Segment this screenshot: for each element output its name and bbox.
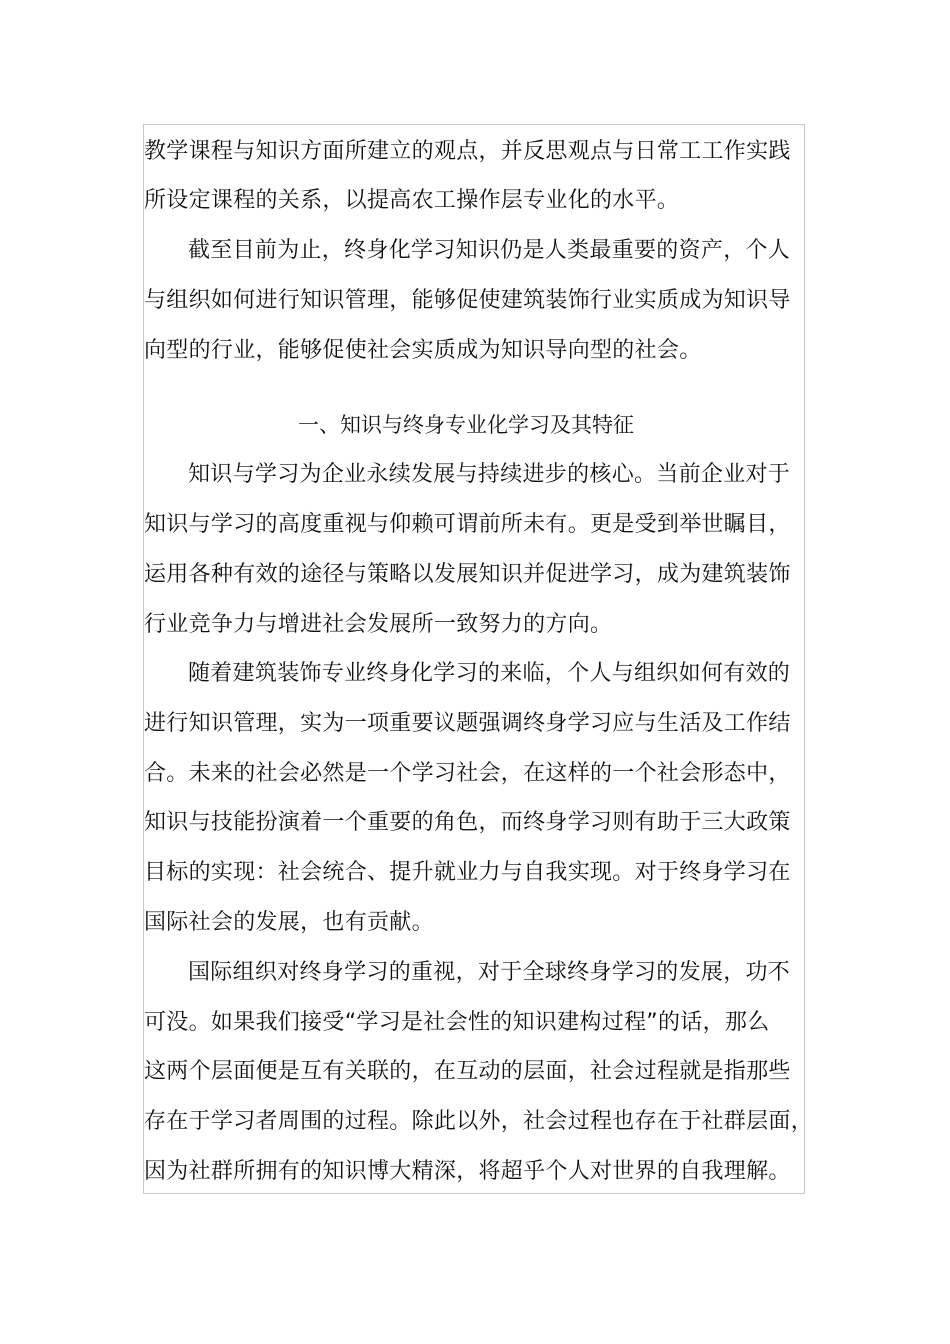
paragraph-first-line: 知识与学习为企业永续发展与持续进步的核心。当前企业对于 [188, 462, 791, 487]
paragraph-first-line: 国际组织对终身学习的重视，对于全球终身学习的发展，功不 [188, 960, 791, 985]
body-line: 这两个层面便是互有关联的，在互动的层面，社会过程就是指那些 [144, 1059, 791, 1084]
body-line: 知识与技能扮演着一个重要的角色，而终身学习则有助于三大政策 [144, 810, 791, 835]
body-line: 合。未来的社会必然是一个学习社会，在这样的一个社会形态中， [144, 761, 791, 786]
body-line: 运用各种有效的途径与策略以发展知识并促进学习，成为建筑装饰 [144, 562, 791, 587]
body-line: 所设定课程的关系，以提高农工操作层专业化的水平。 [144, 188, 680, 213]
paragraph-first-line: 截至目前为止，终身化学习知识仍是人类最重要的资产，个人 [188, 238, 791, 263]
body-line: 存在于学习者周围的过程。除此以外，社会过程也存在于社群层面， [144, 1109, 814, 1134]
body-line: 与组织如何进行知识管理，能够促使建筑装饰行业实质成为知识导 [144, 288, 791, 313]
body-line: 向型的行业，能够促使社会实质成为知识导向型的社会。 [144, 338, 702, 363]
section-heading: 一、知识与终身专业化学习及其特征 [298, 413, 634, 437]
body-line: 因为社群所拥有的知识博大精深，将超乎个人对世界的自我理解。 [144, 1159, 791, 1184]
body-line: 行业竞争力与增进社会发展所一致努力的方向。 [144, 612, 613, 637]
body-line: 教学课程与知识方面所建立的观点，并反思观点与日常工工作实践 [144, 139, 791, 164]
body-line: 国际社会的发展，也有贡献。 [144, 910, 434, 935]
paragraph-first-line: 随着建筑装饰专业终身化学习的来临，个人与组织如何有效的 [188, 661, 791, 686]
body-line: 可没。如果我们接受“学习是社会性的知识建构过程”的话，那么 [144, 1010, 770, 1035]
body-line: 目标的实现：社会统合、提升就业力与自我实现。对于终身学习在 [144, 860, 791, 885]
body-line: 进行知识管理，实为一项重要议题强调终身学习应与生活及工作结 [144, 711, 791, 736]
body-line: 知识与学习的高度重视与仰赖可谓前所未有。更是受到举世瞩目， [144, 512, 791, 537]
